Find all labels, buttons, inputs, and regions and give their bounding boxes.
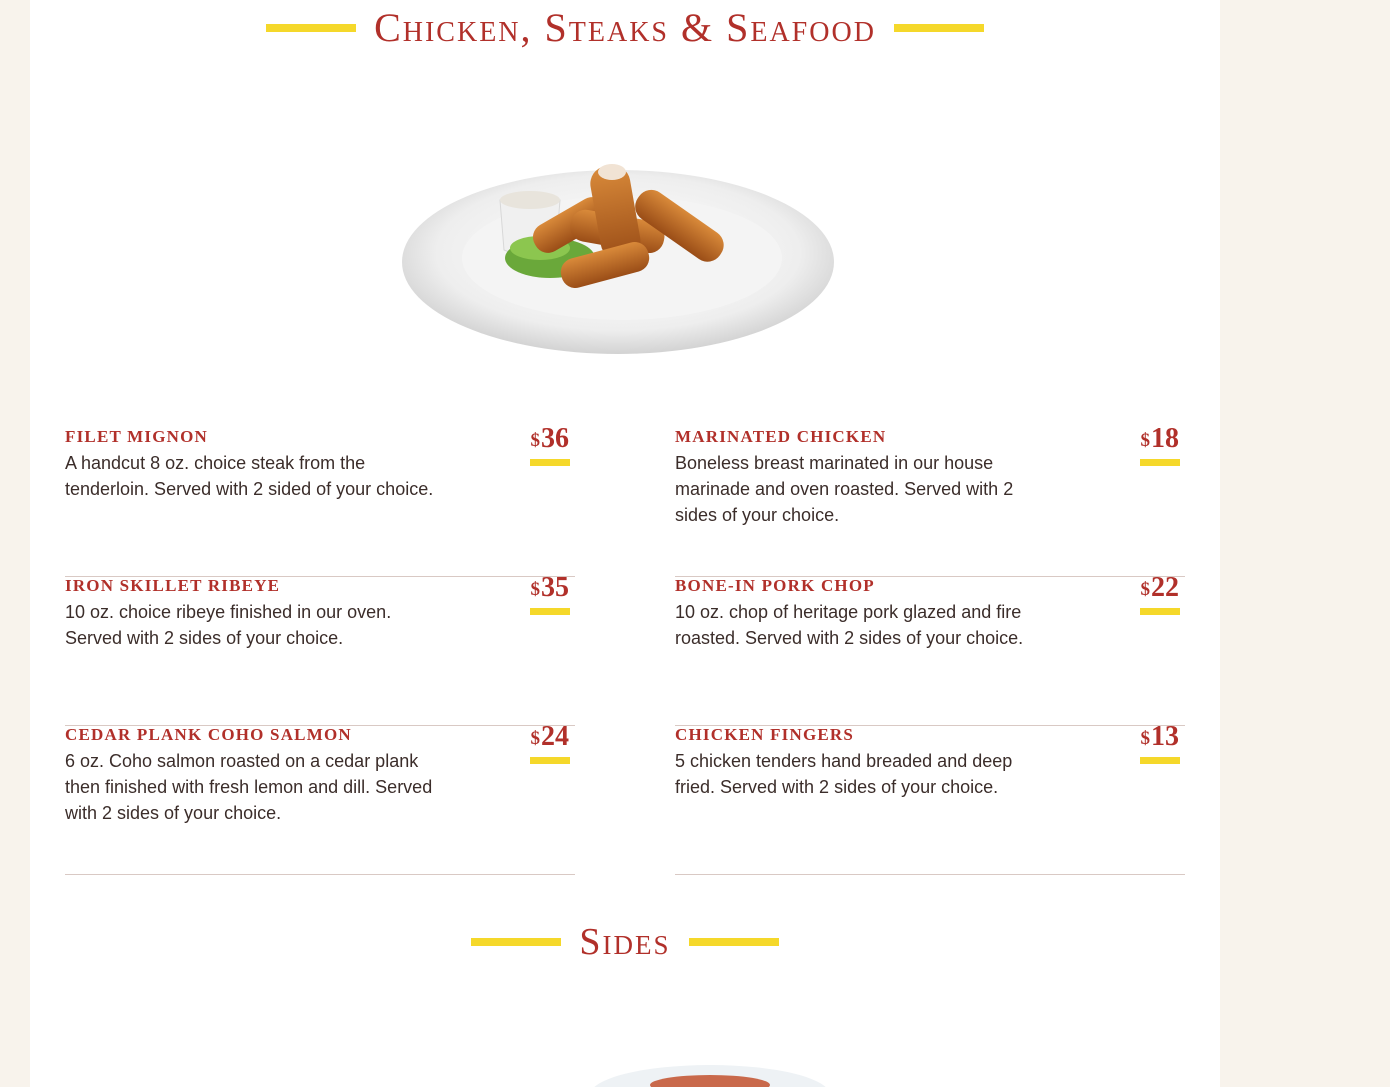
item-price [1140,570,1181,615]
currency-symbol: $ [530,430,540,451]
item-description: A handcut 8 oz. choice steak from the tenderloin. Served with 2 sided of your choice. [65,453,434,499]
sides-photo [560,1000,860,1087]
heading-divider-right [689,938,779,946]
currency-symbol: $ [1140,430,1150,451]
item-price [530,421,571,466]
item-price [1140,421,1181,466]
price-value: 36 [541,423,569,454]
price-value: 24 [541,721,569,752]
section-title: Sides [579,921,671,963]
heading-divider-left [266,24,356,32]
price-value: 13 [1151,721,1179,752]
section-title: Chicken, Steaks & Seafood [374,5,876,50]
price-tag [530,719,571,764]
item-price [530,719,571,764]
currency-symbol: $ [530,728,540,749]
price-tag [1140,421,1181,466]
menu-item-filet-mignon [65,423,575,577]
item-name: MARINATED CHICKEN [675,427,887,446]
currency-symbol: $ [530,579,540,600]
item-description: Boneless breast marinated in our house marinade and oven roasted. Served with 2 sides of your choice. [675,453,1014,525]
menu-item-iron-skillet-ribeye [65,572,575,726]
item-description: 5 chicken tenders hand breaded and deep fried. Served with 2 sides of your choice. [675,751,1013,797]
price-value: 18 [1151,423,1179,454]
section-heading-main [30,6,1220,50]
price-value: 35 [541,572,569,603]
heading-divider-right [894,24,984,32]
price-tag [1140,570,1181,615]
item-name: BONE-IN PORK CHOP [675,576,875,595]
price-tag [530,421,571,466]
menu-item-marinated-chicken [675,423,1185,577]
item-description: 6 oz. Coho salmon roasted on a cedar plank then finished with fresh lemon and dill. Served with 2 sides of your choice. [65,751,433,823]
item-price [1140,719,1181,764]
menu-item-cedar-plank-coho-salmon [65,721,575,875]
item-name: CEDAR PLANK COHO SALMON [65,725,352,744]
currency-symbol: $ [1140,728,1150,749]
price-value: 22 [1151,572,1179,603]
item-name: CHICKEN FINGERS [675,725,855,744]
menu-panel [30,0,1220,1087]
menu-item-bone-in-pork-chop [675,572,1185,726]
item-price [530,570,571,615]
price-tag [530,570,571,615]
item-description: 10 oz. choice ribeye finished in our oven. Served with 2 sides of your choice. [65,602,392,648]
menu-item-chicken-fingers [675,721,1185,875]
section-heading-sides [30,920,1220,964]
item-name: IRON SKILLET RIBEYE [65,576,281,595]
heading-divider-left [471,938,561,946]
price-tag [1140,719,1181,764]
chicken-fingers-photo [400,130,840,370]
item-name: FILET MIGNON [65,427,209,446]
item-description: 10 oz. chop of heritage pork glazed and fire roasted. Served with 2 sides of your choice. [675,602,1024,648]
currency-symbol: $ [1140,579,1150,600]
